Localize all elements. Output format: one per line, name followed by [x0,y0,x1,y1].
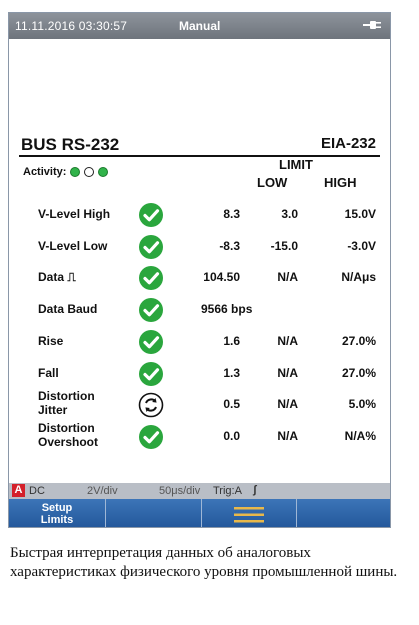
limit-header: LIMIT [279,157,313,172]
softkey-bar [9,499,390,528]
measurement-label [38,239,107,253]
low-limit: N/A [277,397,298,412]
high-header: HIGH [324,175,357,190]
measurement-label-line1: Distortion [38,389,95,404]
measurement-row [9,358,390,388]
low-limit: 3.0 [281,207,298,221]
measurement-label [38,389,95,417]
menu-icon [234,507,264,523]
measured-value: 9566 bps [201,302,253,317]
measured-value: 1.3 [223,365,240,380]
measurement-label [38,302,97,316]
measurement-label-line1: Distortion [38,420,95,435]
low-header: LOW [257,175,288,190]
low-limit: N/A [277,365,298,380]
setup-limits-button[interactable] [9,499,106,528]
softkey-4[interactable] [297,499,391,528]
measurement-label [38,270,76,285]
low-limit: N/A [277,333,298,348]
channel-a-badge: A [12,484,25,497]
scope-info-bar [9,483,390,499]
bus-standard: EIA-232 [320,135,376,152]
measurement-label [38,334,63,348]
measurement-label-line1: Rise [38,333,64,348]
trigger-edge-icon: ʃ [253,484,257,496]
in-progress-icon [138,392,164,418]
high-limit: N/A% [344,428,376,443]
softkey-2[interactable] [106,499,202,528]
pass-check-icon [138,361,164,387]
mode-label: Manual [179,19,221,33]
activity-led-3 [98,167,108,177]
measurement-label [38,366,59,380]
pass-check-icon [138,297,164,323]
setup-limits-label-2: Limits [40,514,74,526]
menu-button[interactable] [202,499,297,528]
measurement-row [9,389,390,419]
activity-led-1 [70,167,80,177]
coupling: DC [29,485,45,497]
measurement-label-line1: Data ⎍ [38,270,76,285]
measurement-label-line2: Jitter [38,403,68,418]
measurement-row [9,231,390,261]
pass-check-icon [138,202,164,228]
measurement-row [9,326,390,356]
measured-value: 8.3 [223,207,240,221]
high-limit: 5.0% [348,397,376,412]
setup-limits-label-1: Setup [41,502,73,514]
activity-indicator [23,166,108,178]
time-per-div: 50μs/div [159,485,201,497]
pass-check-icon [138,234,164,260]
measurement-label [38,207,110,221]
low-limit: -15.0 [270,238,298,253]
high-limit: 27.0% [341,365,376,380]
high-limit: -3.0V [347,238,376,253]
plug-icon [362,18,382,32]
measurement-row [9,262,390,292]
measured-value: 1.6 [223,333,240,348]
measurement-label-line1: V-Level High [38,207,111,221]
activity-led-2 [84,167,94,177]
measurement-label [38,421,98,449]
divider [19,155,380,157]
volts-per-div: 2V/div [87,485,118,497]
measured-value: 0.5 [223,397,240,412]
datetime: 11.11.2016 03:30:57 [15,19,128,33]
trigger-source: Trig:A [213,485,242,497]
bus-title: BUS RS-232 [21,135,120,154]
pass-check-icon [138,265,164,291]
measured-value: 0.0 [223,428,240,443]
measurement-label-line2: Overshoot [38,434,99,449]
measurement-row [9,294,390,324]
figure-caption: Быстрая интерпретация данных об аналоговых характеристиках физического уровня промышленной шины. [10,545,398,580]
measurement-label-line1: V-Level Low [38,238,108,253]
high-limit: 15.0V [344,207,376,221]
low-limit: N/A [277,428,298,443]
measured-value: 104.50 [203,270,240,285]
pass-check-icon [138,329,164,355]
measurement-row [9,199,390,229]
measurement-label-line1: Data Baud [38,302,98,317]
high-limit: N/Aμs [341,270,376,285]
measurement-label-line1: Fall [38,365,59,380]
high-limit: 27.0% [341,333,376,348]
measurement-row [9,421,390,451]
measured-value: -8.3 [219,238,240,253]
pass-check-icon [138,424,164,450]
low-limit: N/A [277,270,298,285]
instrument-screen [8,12,391,528]
status-bar [9,13,390,39]
activity-label: Activity: [23,166,67,178]
